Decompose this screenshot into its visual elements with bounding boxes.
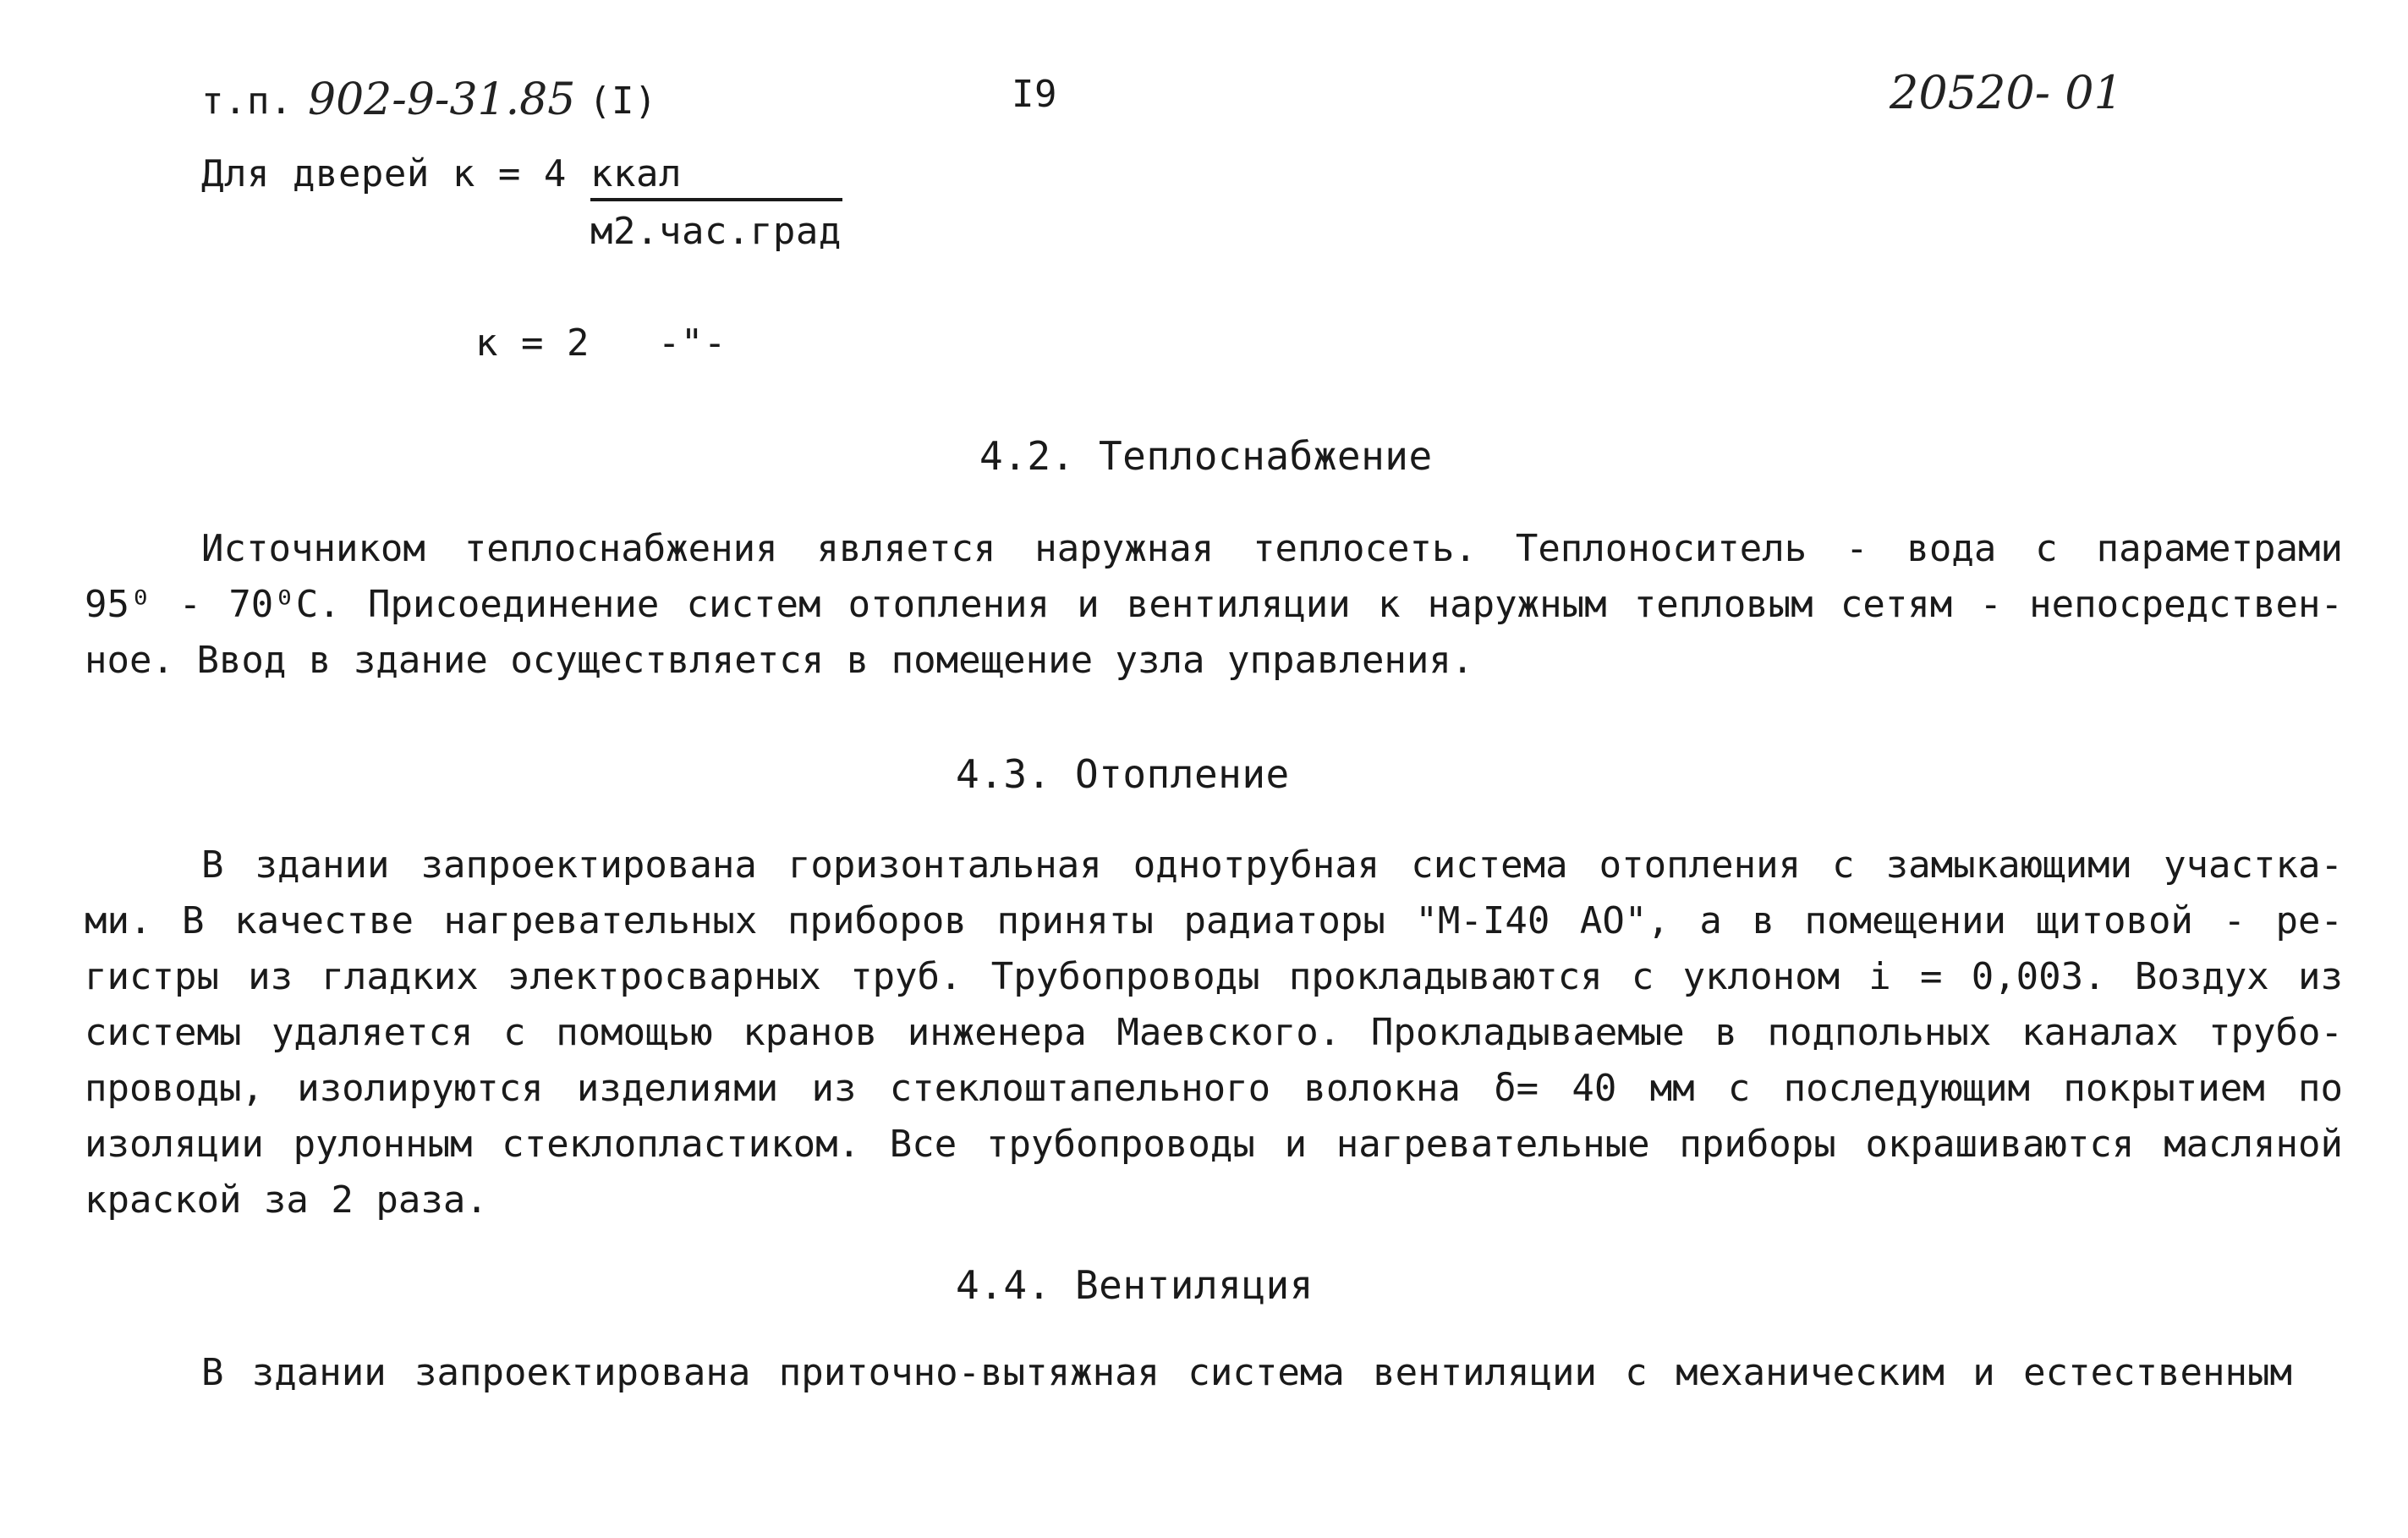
paragraph-line: В здании запроектирована приточно-вытяжная система вентиляции с механическим и естественным bbox=[201, 1351, 2292, 1394]
section-heading-ventilation: 4.4. Вентиляция bbox=[956, 1262, 1314, 1308]
section-body-ventilation bbox=[85, 1345, 2292, 1401]
formula-second-line: к = 2 -"- bbox=[475, 321, 727, 365]
section-body-heat-supply bbox=[85, 521, 2343, 689]
paragraph-line: системы удаляется с помощью кранов инженера Маевского. Прокладываемые в подпольных каналах трубо- bbox=[85, 1011, 2343, 1054]
tp-number: 902-9-31.85 bbox=[308, 74, 576, 125]
page-number: I9 bbox=[1012, 73, 1057, 116]
formula-numerator bbox=[590, 152, 842, 201]
tp-suffix: (I) bbox=[589, 80, 657, 123]
section-body-heating bbox=[85, 838, 2343, 1228]
paragraph-line: В здании запроектирована горизонтальная однотрубная система отопления с замыкающими участка- bbox=[201, 843, 2343, 887]
numerator-text: ккал bbox=[590, 156, 842, 201]
paragraph-line: гистры из гладких электросварных труб. Трубопроводы прокладываются с уклоном i = 0,003. Воздух из bbox=[85, 955, 2343, 998]
section-heading-heating: 4.3. Отопление bbox=[956, 751, 1290, 797]
paragraph-line: Источником теплоснабжения является наружная теплосеть. Теплоноситель - вода с параметрами bbox=[201, 527, 2343, 570]
paragraph-line: проводы, изолируются изделиями из стеклоштапельного волокна δ= 40 мм с последующим покрытием по bbox=[85, 1067, 2343, 1110]
paragraph-line: краской за 2 раза. bbox=[85, 1178, 488, 1222]
paragraph-line: ми. В качестве нагревательных приборов приняты радиаторы "М-I40 АО", а в помещении щитовой - ре- bbox=[85, 899, 2343, 942]
paragraph-line: ное. Ввод в здание осуществляется в помещение узла управления. bbox=[85, 639, 1474, 682]
document-code: 20520- 01 bbox=[1890, 66, 2123, 119]
paragraph-line: изоляции рулонным стеклопластиком. Все трубопроводы и нагревательные приборы окрашиваются масляной bbox=[85, 1123, 2343, 1166]
paragraph-line: 95⁰ - 70⁰С. Присоединение систем отопления и вентиляции к наружным тепловым сетям - непосредствен- bbox=[85, 583, 2343, 626]
tp-prefix: т.п. bbox=[201, 80, 293, 123]
section-heading-heat-supply: 4.2. Теплоснабжение bbox=[979, 433, 1433, 479]
doors-formula-label: Для дверей к = 4 bbox=[201, 152, 567, 195]
formula-denominator: м2.час.град bbox=[590, 210, 842, 253]
